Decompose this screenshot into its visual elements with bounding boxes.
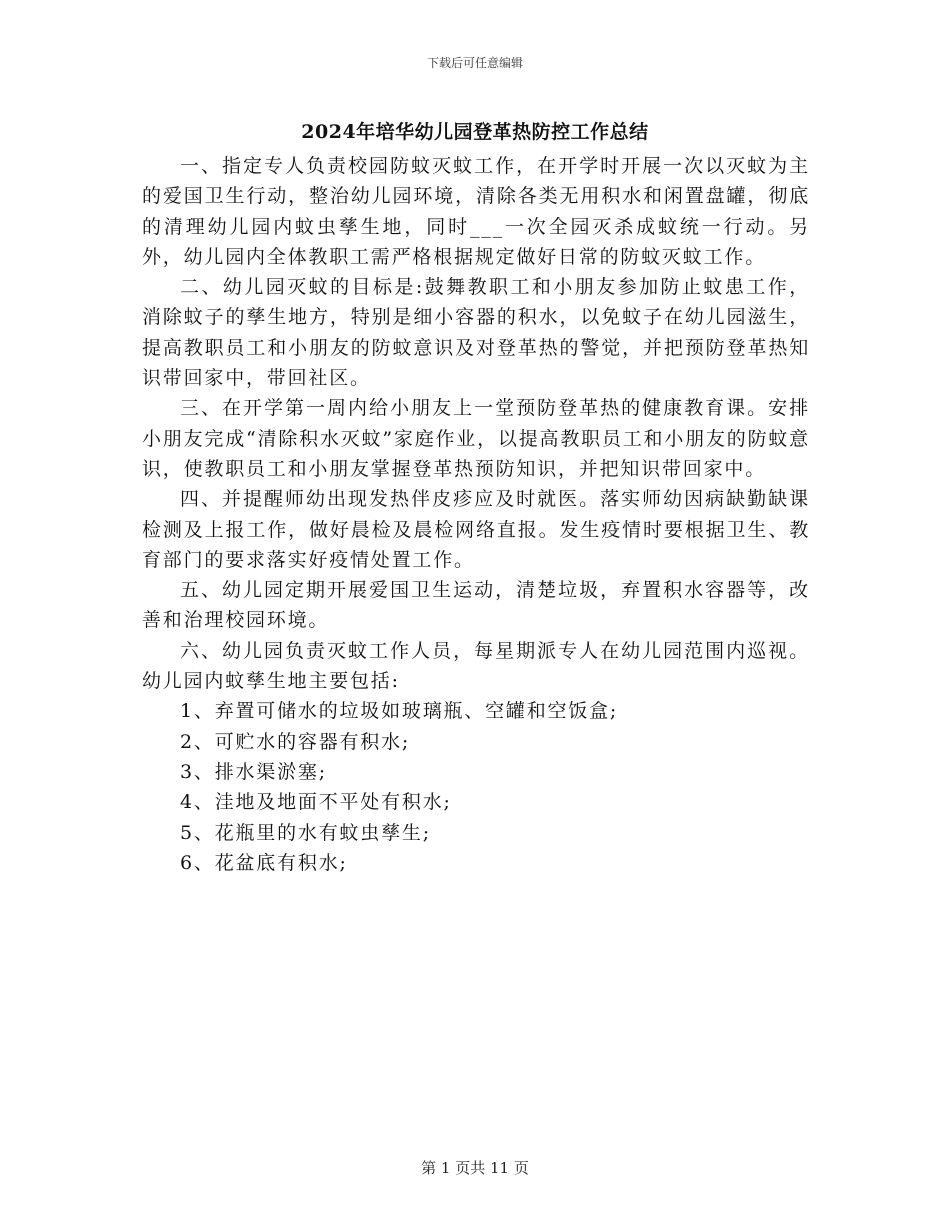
page-footer: 第 1 页共 11 页 [421, 1159, 529, 1177]
list-item-3: 3、排水渠淤塞; [180, 760, 327, 783]
paragraph-3: 三、在开学第一周内给小朋友上一堂预防登革热的健康教育课。安排小朋友完成“清除积水灭蚊”家庭作业，以提高教职员工和小朋友的防蚊意识，使教职员工和小朋友掌握登革热预防知识，并把知识带回家中。 [142, 397, 810, 480]
list-item-6: 6、花盆底有积水; [180, 851, 348, 874]
document-body [142, 151, 810, 878]
document-title: 2024年培华幼儿园登革热防控工作总结 [301, 121, 649, 143]
list-item-1: 1、弃置可储水的垃圾如玻璃瓶、空罐和空饭盒; [180, 700, 619, 723]
paragraph-6: 六、幼儿园负责灭蚊工作人员，每星期派专人在幼儿园范围内巡视。幼儿园内蚊孳生地主要包括: [142, 639, 810, 693]
list-item-2: 2、可贮水的容器有积水; [180, 730, 411, 753]
header-note: 下载后可任意编辑 [426, 56, 523, 70]
list-item-5: 5、花瓶里的水有蚊虫孳生; [180, 821, 431, 844]
list-item-4: 4、洼地及地面不平处有积水; [180, 791, 452, 814]
paragraph-4: 四、并提醒师幼出现发热伴皮疹应及时就医。落实师幼因病缺勤缺课检测及上报工作，做好晨检及晨检网络直报。发生疫情时要根据卫生、教育部门的要求落实好疫情处置工作。 [142, 488, 810, 571]
paragraph-2: 二、幼儿园灭蚊的目标是:鼓舞教职工和小朋友参加防止蚊患工作，消除蚊子的孳生地方，特别是细小容器的积水，以免蚊子在幼儿园滋生，提高教职员工和小朋友的防蚊意识及对登革热的警觉，并把预防登革热知识带回家中，带回社区。 [142, 276, 810, 390]
paragraph-1: 一、指定专人负责校园防蚊灭蚊工作，在开学时开展一次以灭蚊为主的爱国卫生行动，整治幼儿园环境，清除各类无用积水和闲置盘罐，彻底的清理幼儿园内蚊虫孳生地，同时___一次全园灭杀成蚊统一行动。另外，幼儿园内全体教职工需严格根据规定做好日常的防蚊灭蚊工作。 [142, 155, 810, 268]
paragraph-5: 五、幼儿园定期开展爱国卫生运动，清楚垃圾，弃置积水容器等，改善和治理校园环境。 [142, 579, 810, 632]
